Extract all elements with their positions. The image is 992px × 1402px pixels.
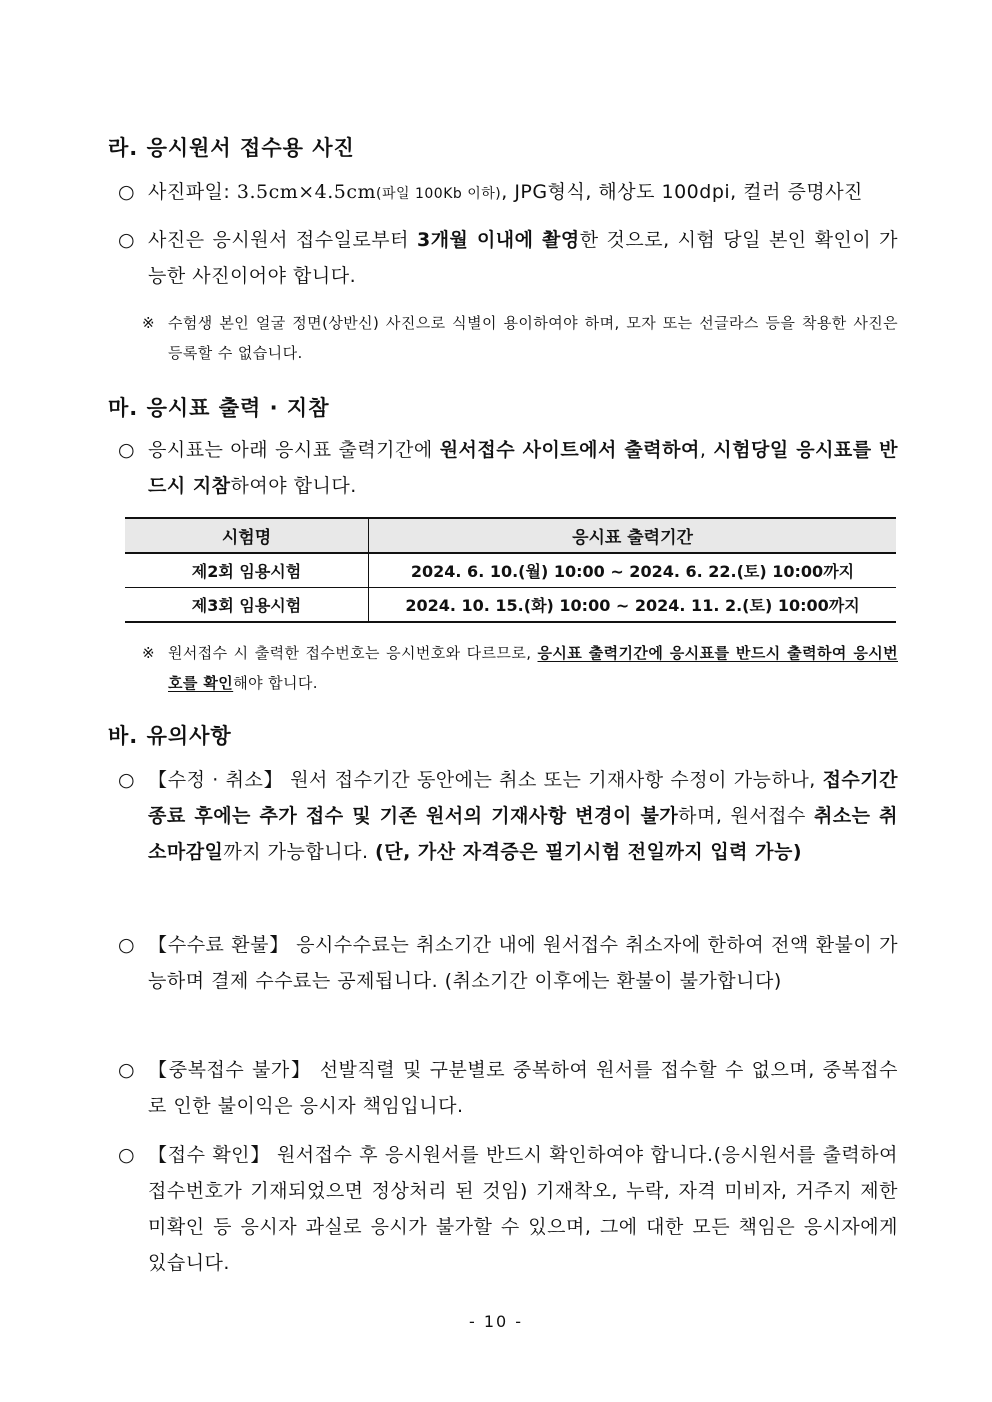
table-cell: 제2회 임용시험 xyxy=(125,553,369,588)
note-text: 수험생 본인 얼굴 정면(상반신) 사진으로 식별이 용이하여야 하며, 모자 또는 선글라스 등을 착용한 사진은 등록할 수 없습니다. xyxy=(168,314,898,362)
note-text: 원서접수 시 출력한 접수번호는 응시번호와 다르므로, 응시표 출력기간에 응시표를 반드시 출력하여 응시번호를 확인해야 합니다. xyxy=(168,644,898,692)
list-item-confirm xyxy=(118,1137,898,1281)
table-row xyxy=(125,553,896,588)
section-heading-admission-ticket: 마. 응시표 출력 · 지참 xyxy=(108,396,330,420)
bullet-icon: ○ xyxy=(118,934,136,956)
reference-mark-icon: ※ xyxy=(142,314,155,332)
bullet-icon: ○ xyxy=(118,1144,136,1166)
ticket-print-period-table xyxy=(125,517,896,623)
list-item-photo-period xyxy=(118,222,898,294)
page-number: - 10 - xyxy=(468,1312,524,1331)
bullet-icon: ○ xyxy=(118,439,136,461)
section-heading-notices: 바. 유의사항 xyxy=(108,724,232,748)
note-ticket xyxy=(142,638,898,698)
item-text: 【중복접수 불가】 선발직렬 및 구분별로 중복하여 원서를 접수할 수 없으며, 중복접수로 인한 불이익은 응시자 책임입니다. xyxy=(148,1059,898,1117)
table-cell: 제3회 임용시험 xyxy=(125,588,369,623)
column-header: 응시표 출력기간 xyxy=(369,518,897,553)
list-item-refund xyxy=(118,927,898,999)
item-text: 사진은 응시원서 접수일로부터 3개월 이내에 촬영한 것으로, 시험 당일 본인 확인이 가능한 사진이어야 합니다. xyxy=(148,229,898,287)
bullet-icon: ○ xyxy=(118,769,136,791)
item-text: 사진파일: 3.5cm×4.5cm(파일 100Kb 이하), JPG형식, 해상도 100dpi, 컬러 증명사진 xyxy=(148,181,863,203)
column-header: 시험명 xyxy=(125,518,369,553)
bullet-icon: ○ xyxy=(118,1059,136,1081)
item-text: 【접수 확인】 원서접수 후 응시원서를 반드시 확인하여야 합니다.(응시원서를 출력하여 접수번호가 기재되었으면 정상처리 된 것임) 기재착오, 누락, 자격 미비자, 거주지 제한 미확인 등 응시자 과실로 응시가 불가할 수 있으며, 그에 대한 모든 책임은 응시자에게 있습니다. xyxy=(148,1144,898,1274)
bullet-icon: ○ xyxy=(118,229,136,251)
list-item-ticket-print xyxy=(118,432,898,504)
item-text: 응시표는 아래 응시표 출력기간에 원서접수 사이트에서 출력하여, 시험당일 응시표를 반드시 지참하여야 합니다. xyxy=(148,439,898,497)
bullet-icon: ○ xyxy=(118,181,136,203)
list-item-photo-file xyxy=(118,174,898,212)
list-item-duplicate xyxy=(118,1052,898,1124)
note-photo xyxy=(142,308,898,368)
table-header-row xyxy=(125,518,896,553)
reference-mark-icon: ※ xyxy=(142,644,155,662)
table-cell: 2024. 10. 15.(화) 10:00 ~ 2024. 11. 2.(토) 10:00까지 xyxy=(369,588,897,623)
table-row xyxy=(125,588,896,623)
item-text: 【수정 · 취소】 원서 접수기간 동안에는 취소 또는 기재사항 수정이 가능하나, 접수기간 종료 후에는 추가 접수 및 기존 원서의 기재사항 변경이 불가하며, 원서접수 취소는 취소마감일까지 가능합니다. (단, 가산 자격증은 필기시험 전일까지 입력 가능) xyxy=(148,769,898,863)
list-item-edit-cancel xyxy=(118,762,898,870)
section-heading-photo: 라. 응시원서 접수용 사진 xyxy=(108,136,355,160)
item-text: 【수수료 환불】 응시수수료는 취소기간 내에 원서접수 취소자에 한하여 전액 환불이 가능하며 결제 수수료는 공제됩니다. (취소기간 이후에는 환불이 불가합니다) xyxy=(148,934,898,992)
table-cell: 2024. 6. 10.(월) 10:00 ~ 2024. 6. 22.(토) 10:00까지 xyxy=(369,553,897,588)
